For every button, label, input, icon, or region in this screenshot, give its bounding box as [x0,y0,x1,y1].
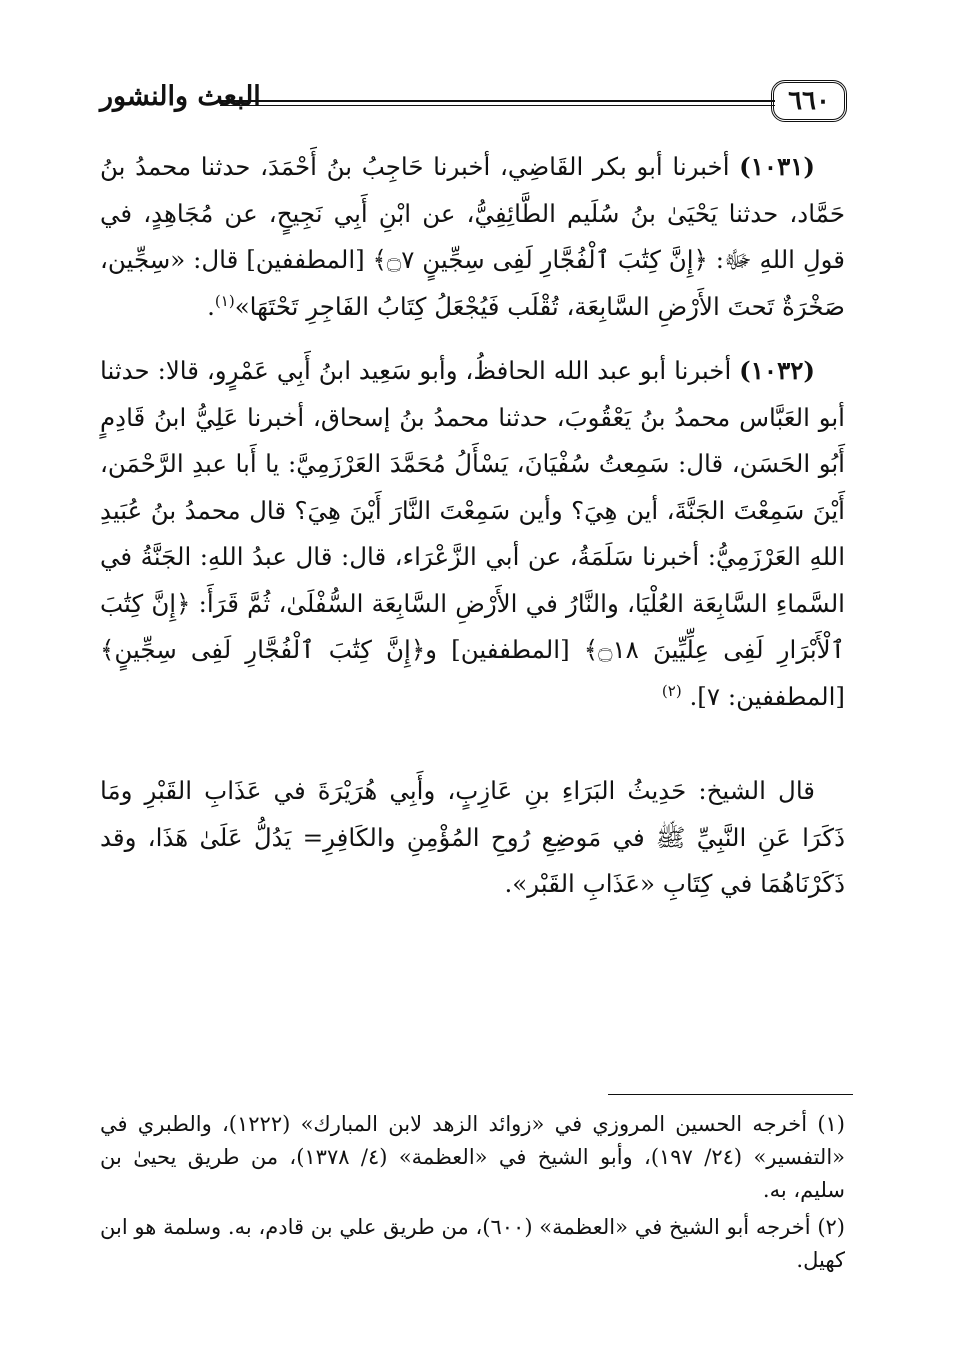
main-text [100,144,845,908]
footnote-ref[interactable]: (٢) [661,681,682,700]
footnote-divider [608,1094,853,1095]
hadith-end: . [207,291,215,321]
footnote-marker: (٢) [817,1215,845,1239]
sheikh-note: قال الشيخ: حَدِيثُ البَرَاءِ بنِ عَازِبٍ، وأَبِي هُرَيْرَةَ في عَذَابِ القَبْرِ ومَا ذَكَرَا عَنِ النَّبِيِّ ﷺ في مَوضِعِ رُوحِ المُؤْمِنِ والكَافِرِ= يَدُلُّ عَلَىٰ هَذَا، وقد ذَكَرْنَاهُمَا في كِتَابِ «عَذَابِ القَبْر». [100,776,845,898]
footnote-text: أخرجه أبو الشيخ في «العظمة» (٦٠٠)، من طريق علي بن قادم، به. وسلمة هو ابن كهيل. [100,1215,845,1272]
hadith-number: (١٠٣٢) [739,356,815,385]
footnote-marker: (١) [817,1112,845,1136]
footnote-ref[interactable]: (١) [214,291,235,310]
footnote-item [100,1108,845,1207]
running-title: البعث والنشور [100,81,261,112]
header-rule [220,100,775,106]
book-page [100,70,845,926]
spacer [100,738,845,768]
hadith-text: أخبرنا أبو بكر القَاضِي، أخبرنا حَاجِبُ بنُ أَحْمَدَ، حدثنا محمدُ بنُ حَمَّاد، حدثنا يَحْيَىٰ بنُ سُلَيم الطَّائِفِيُّ، عن ابْنِ أَبِي نَجِيحٍ، عن مُجَاهِدٍ، في قولِ اللهِ ﷻ: ﴿إِنَّ كِتَٰبَ ٱلْفُجَّارِ لَفِى سِجِّينٍ ۝٧﴾ [المطففين] قال: «سِجِّين، صَخْرَةٌ تَحتَ الأَرْضِ السَّابِعَة، تُقْلَب فَيُجْعَلُ كِتَابُ الفَاجِرِ تَحْتَهَا» [100,152,845,321]
hadith-1032 [100,348,845,720]
hadith-number: (١٠٣١) [739,152,815,181]
hadith-text: أخبرنا أبو عبد الله الحافظُ، وأبو سَعِيد ابنُ أَبِي عَمْرٍو، قالا: حدثنا أبو العَبَّاس محمدُ بنُ يَعْقُوبَ، حدثنا محمدُ بنُ إسحاق، أخبرنا عَلِيُّ ابنُ قَادِمٍ أَبُو الحَسَن، قال: سَمِعتُ سُفْيَانَ، يَسْأَلُ مُحَمَّدَ العَرْزَمِيَّ: يا أَبا عبدِ الرَّحْمَن، أَيْنَ سَمِعْتَ الجَنَّةَ، أين هِيَ؟ وأين سَمِعْتَ النَّارَ أَيْنَ هِيَ؟ قال محمدُ بنُ عُبَيدِ اللهِ العَرْزَمِيُّ: أخبرنا سَلَمَةُ، عن أبي الزَّعْرَاء، قال: قال عبدُ اللهِ: الجَنَّةُ في السَّماءِ السَّابِعَة العُلْيَا، والنَّارُ في الأَرْضِ السَّابِعَة السُّفْلَىٰ، ثُمَّ قَرَأَ: ﴿إِنَّ كِتَٰبَ ٱلْأَبْرَارِ لَفِى عِلِّيِّينَ ۝١٨﴾ [المطففين] و﴿إِنَّ كِتَٰبَ ٱلْفُجَّارِ لَفِى سِجِّينٍ﴾ [المطففين: ٧]. [100,356,845,711]
hadith-1031 [100,144,845,330]
footnote-item [100,1211,845,1277]
page-number: ٦٦٠ [771,80,847,122]
footnotes [100,1108,845,1281]
footnote-text: أخرجه الحسين المروزي في «زوائد الزهد لابن المبارك» (١٢٢٢)، والطبري في «التفسير» (٢٤/ ١٩٧)، وأبو الشيخ في «العظمة» (٤/ ١٣٧٨)، من طريق يحيىٰ بن سليم، به. [100,1112,845,1202]
page-header [100,70,845,132]
